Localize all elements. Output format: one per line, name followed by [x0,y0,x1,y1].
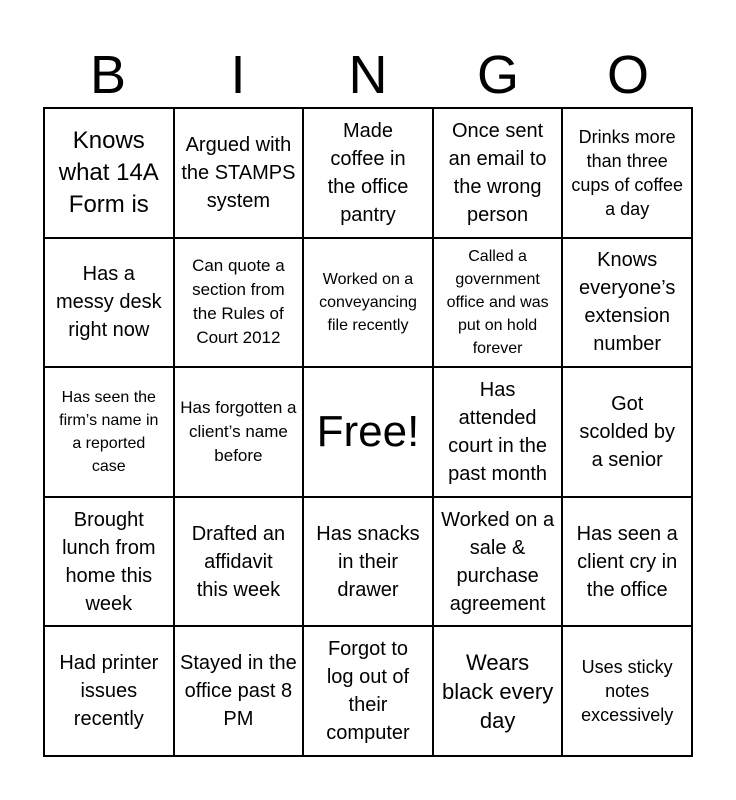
bingo-cell-r2c1[interactable] [44,238,174,368]
bingo-cell-r2c3[interactable] [303,238,433,368]
cell-text: Once sent an email to the wrong person [448,119,547,226]
cell-text: Has attended court in the past month [448,378,548,485]
bingo-cell-r5c3[interactable] [303,626,433,756]
cell-text: Called a government office and was put on hold forever [446,247,549,357]
bingo-cell-r4c5[interactable] [562,497,692,627]
bingo-cell-r1c1[interactable] [44,108,174,238]
cell-text: Drinks more than three cups of coffee a day [571,126,684,219]
bingo-cell-r3c2[interactable] [174,367,304,497]
free-space-text: Free! [316,406,420,456]
bingo-cell-r2c2[interactable] [174,238,304,368]
cell-text: Has forgotten a client’s name before [180,397,297,465]
bingo-cell-r2c5[interactable] [562,238,692,368]
cell-text: Drafted an affidavit this week [191,522,286,601]
header-letter-i: I [230,45,246,105]
cell-text: Worked on a conveyancing file recently [319,270,417,334]
cell-text: Forgot to log out of their computer [326,638,410,745]
cell-text: Got scolded by a senior [579,392,675,471]
bingo-cell-r5c4[interactable] [433,626,563,756]
header-letter-o: O [606,45,649,105]
header-letter-b: B [89,45,127,105]
bingo-cell-r4c1[interactable] [44,497,174,627]
bingo-cell-r3c1[interactable] [44,367,174,497]
cell-text: Has snacks in their drawer [316,522,420,601]
bingo-cell-r1c2[interactable] [174,108,304,238]
bingo-cell-r4c2[interactable] [174,497,304,627]
bingo-cell-r1c3[interactable] [303,108,433,238]
bingo-board [43,107,693,757]
cell-text: Brought lunch from home this week [62,508,156,615]
cell-text: Has a messy desk right now [56,263,162,342]
bingo-cell-r4c4[interactable] [433,497,563,627]
header-letter-g: G [476,45,519,105]
bingo-cell-r5c1[interactable] [44,626,174,756]
cell-text: Knows what 14A Form is [58,126,159,218]
cell-text: Uses sticky notes excessively [581,657,674,726]
cell-text: Wears black every day [441,649,554,733]
bingo-cell-r5c5[interactable] [562,626,692,756]
cell-text: Has seen the firm’s name in a reported case [59,388,159,475]
cell-text: Can quote a section from the Rules of Court 2012 [192,256,285,348]
cell-text: Made coffee in the office pantry [327,119,409,226]
bingo-cell-r5c2[interactable] [174,626,304,756]
bingo-cell-r4c3[interactable] [303,497,433,627]
bingo-cell-r1c5[interactable] [562,108,692,238]
bingo-header [43,44,693,106]
bingo-cell-r1c4[interactable] [433,108,563,238]
cell-text: Had printer issues recently [59,652,159,731]
bingo-cell-free[interactable] [303,367,433,497]
cell-text: Has seen a client cry in the office [576,522,678,601]
bingo-cell-r3c4[interactable] [433,367,563,497]
cell-text: Argued with the STAMPS system [181,133,296,212]
bingo-cell-r3c5[interactable] [562,367,692,497]
cell-text: Knows everyone’s extension number [579,249,676,356]
cell-text: Worked on a sale & purchase agreement [441,508,555,615]
cell-text: Stayed in the office past 8 PM [180,652,297,731]
header-letter-n: N [348,45,388,105]
bingo-cell-r2c4[interactable] [433,238,563,368]
